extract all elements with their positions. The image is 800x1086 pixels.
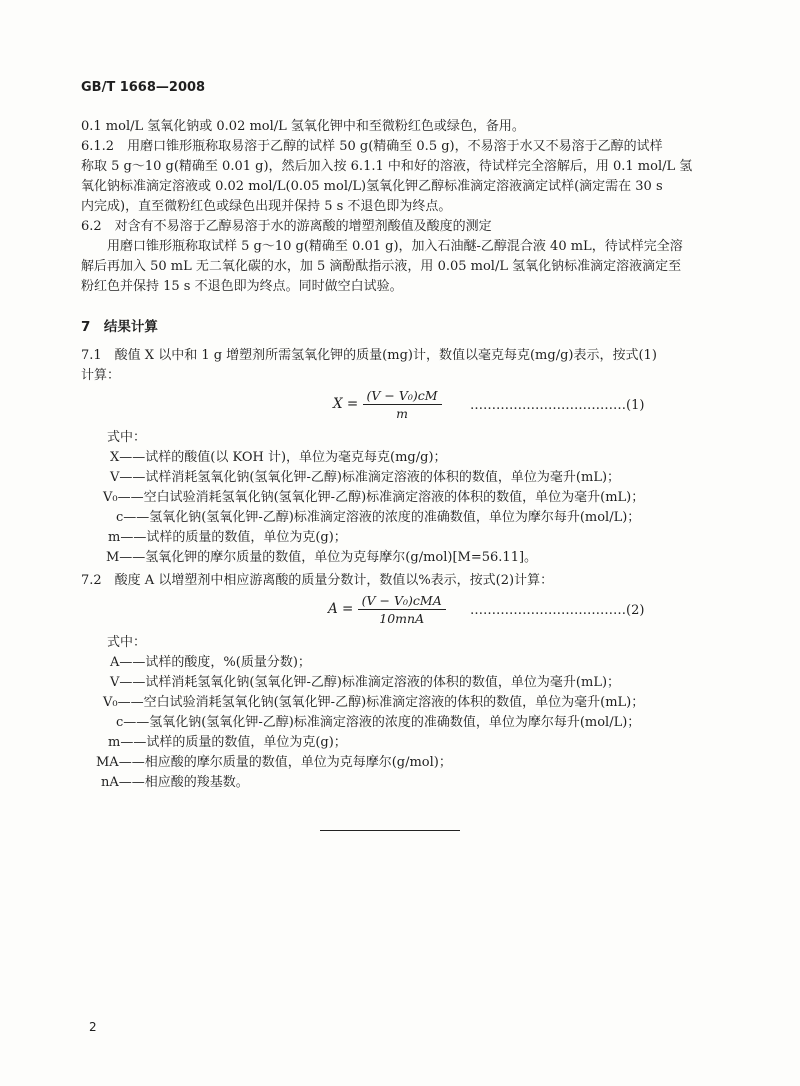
section-7-1-line2: 计算： bbox=[81, 368, 121, 383]
section-7-2-line1: 7.2 酸度 A 以增塑剂中相应游离酸的质量分数计，数值以%表示，按式(2)计算： bbox=[81, 573, 554, 588]
definition-v0-2: V₀——空白试验消耗氢氧化钠(氢氧化钾-乙醇)标准滴定溶液的体积的数值，单位为毫升(mL)； bbox=[103, 695, 645, 710]
paragraph-6-1-2-line2: 称取 5 g～10 g(精确至 0.01 g)，然后加入按 6.1.1 中和好的溶液，待试样完全溶解后，用 0.1 mol/L 氢 bbox=[81, 159, 693, 174]
formula-1-denominator: m bbox=[396, 406, 408, 421]
definition-v: V——试样消耗氢氧化钠(氢氧化钾-乙醇)标准滴定溶液的体积的数值，单位为毫升(mL)； bbox=[110, 470, 621, 485]
formula-1-fraction bbox=[363, 388, 442, 421]
paragraph-6-1-1-end: 0.1 mol/L 氢氧化钠或 0.02 mol/L 氢氧化钾中和至微粉红色或绿色，备用。 bbox=[81, 119, 525, 134]
definition-M: M——氢氧化钾的摩尔质量的数值，单位为克每摩尔(g/mol)[M=56.11]。 bbox=[106, 550, 538, 565]
definition-m-2: m——试样的质量的数值，单位为克(g)； bbox=[108, 735, 347, 750]
section-7-1-line1: 7.1 酸值 X 以中和 1 g 增塑剂所需氢氧化钾的质量(mg)计，数值以毫克每克(mg/g)表示，按式(1) bbox=[81, 348, 657, 363]
formula-2-fraction bbox=[358, 593, 446, 626]
formula-1-numerator: (V − V₀)cM bbox=[363, 388, 442, 405]
formula-1-lhs: X = bbox=[333, 396, 359, 412]
definition-a: A——试样的酸度，%(质量分数)； bbox=[110, 655, 311, 670]
end-rule bbox=[320, 830, 460, 831]
definition-c: c——氢氧化钠(氢氧化钾-乙醇)标准滴定溶液的浓度的准确数值，单位为摩尔每升(mol/L)； bbox=[116, 510, 641, 525]
paragraph-6-2-line3: 粉红色并保持 15 s 不退色即为终点。同时做空白试验。 bbox=[81, 279, 403, 294]
equation-number-1: ………………………………(1) bbox=[470, 398, 645, 413]
definition-nA: nA——相应酸的羧基数。 bbox=[101, 775, 249, 790]
paragraph-6-1-2-line3: 氧化钠标准滴定溶液或 0.02 mol/L(0.05 mol/L)氢氧化钾乙醇标准滴定溶液滴定试样(滴定需在 30 s bbox=[81, 179, 663, 194]
definition-MA: MA——相应酸的摩尔质量的数值，单位为克每摩尔(g/mol)； bbox=[96, 755, 452, 770]
equation-number-2: ………………………………(2) bbox=[470, 603, 645, 618]
page-number: 2 bbox=[89, 1020, 97, 1034]
definition-v0: V₀——空白试验消耗氢氧化钠(氢氧化钾-乙醇)标准滴定溶液的体积的数值，单位为毫升(mL)； bbox=[103, 490, 645, 505]
definition-c-2: c——氢氧化钠(氢氧化钾-乙醇)标准滴定溶液的浓度的准确数值，单位为摩尔每升(mol/L)； bbox=[116, 715, 641, 730]
definition-m: m——试样的质量的数值，单位为克(g)； bbox=[108, 530, 347, 545]
formula-1 bbox=[333, 388, 442, 421]
definition-v-2: V——试样消耗氢氧化钠(氢氧化钾-乙醇)标准滴定溶液的体积的数值，单位为毫升(mL)； bbox=[110, 675, 621, 690]
paragraph-6-1-2-line4: 内完成)，直至微粉红色或绿色出现并保持 5 s 不退色即为终点。 bbox=[81, 199, 452, 214]
paragraph-6-2-line2: 解后再加入 50 mL 无二氧化碳的水，加 5 滴酚酞指示液，用 0.05 mol/L 氢氧化钠标准滴定溶液滴定至 bbox=[81, 259, 682, 274]
formula-2-lhs: A = bbox=[328, 601, 354, 617]
section-6-2-title: 6.2 对含有不易溶于乙醇易溶于水的游离酸的增塑剂酸值及酸度的测定 bbox=[81, 219, 492, 234]
formula-2-numerator: (V − V₀)cMA bbox=[358, 593, 446, 610]
section-7-title: 7 结果计算 bbox=[81, 319, 158, 335]
paragraph-6-2-line1: 用磨口锥形瓶称取试样 5 g～10 g(精确至 0.01 g)，加入石油醚-乙醇混合液 40 mL，待试样完全溶 bbox=[107, 239, 683, 254]
where-label-1: 式中： bbox=[107, 430, 147, 445]
paragraph-6-1-2-line1: 6.1.2 用磨口锥形瓶称取易溶于乙醇的试样 50 g(精确至 0.5 g)，不易溶于水又不易溶于乙醇的试样 bbox=[81, 139, 663, 154]
where-label-2: 式中： bbox=[107, 635, 147, 650]
standard-id-header: GB/T 1668—2008 bbox=[81, 80, 206, 95]
definition-x: X——试样的酸值(以 KOH 计)，单位为毫克每克(mg/g)； bbox=[110, 450, 447, 465]
formula-2-denominator: 10mnA bbox=[379, 611, 425, 626]
formula-2 bbox=[328, 593, 446, 626]
